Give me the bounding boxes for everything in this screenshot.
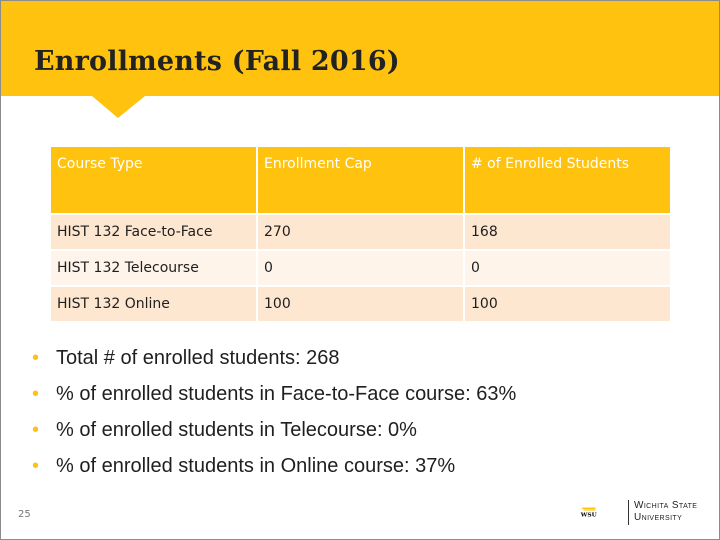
cell-enrollment-cap: 100 [258, 287, 463, 321]
table-row [51, 251, 670, 285]
bullet-dot-icon: • [32, 383, 40, 405]
table-row [51, 215, 670, 249]
bullet-text: % of enrolled students in Online course: 37% [56, 455, 456, 477]
table-header-row [51, 147, 670, 213]
table-row [51, 287, 670, 321]
cell-enrolled-students: 100 [465, 287, 670, 321]
summary-bullets [30, 346, 690, 490]
header-course-type: Course Type [51, 147, 256, 213]
bullet-text: % of enrolled students in Telecourse: 0% [56, 419, 417, 441]
page-title: Enrollments (Fall 2016) [34, 46, 400, 77]
cell-course-type: HIST 132 Telecourse [51, 251, 256, 285]
cell-enrollment-cap: 270 [258, 215, 463, 249]
bullet-item [30, 382, 690, 418]
cell-enrollment-cap: 0 [258, 251, 463, 285]
bullet-text: Total # of enrolled students: 268 [56, 347, 340, 369]
wsu-logo-icon [580, 496, 628, 528]
cell-enrolled-students: 0 [465, 251, 670, 285]
bullet-item [30, 418, 690, 454]
cell-course-type: HIST 132 Face-to-Face [51, 215, 256, 249]
page-number: 25 [18, 509, 31, 520]
bullet-text: % of enrolled students in Face-to-Face course: 63% [56, 383, 517, 405]
bullet-dot-icon: • [32, 347, 40, 369]
cell-course-type: HIST 132 Online [51, 287, 256, 321]
header-enrollment-cap: Enrollment Cap [258, 147, 463, 213]
cell-enrolled-students: 168 [465, 215, 670, 249]
bullet-item [30, 454, 690, 490]
university-name: Wichita State University [634, 500, 698, 523]
bullet-item [30, 346, 690, 382]
bullet-dot-icon: • [32, 419, 40, 441]
enrollment-table [49, 145, 672, 323]
bullet-dot-icon: • [32, 455, 40, 477]
logo-divider [628, 500, 629, 525]
svg-text:WSU: WSU [580, 511, 597, 519]
header-enrolled-students: # of Enrolled Students [465, 147, 670, 213]
